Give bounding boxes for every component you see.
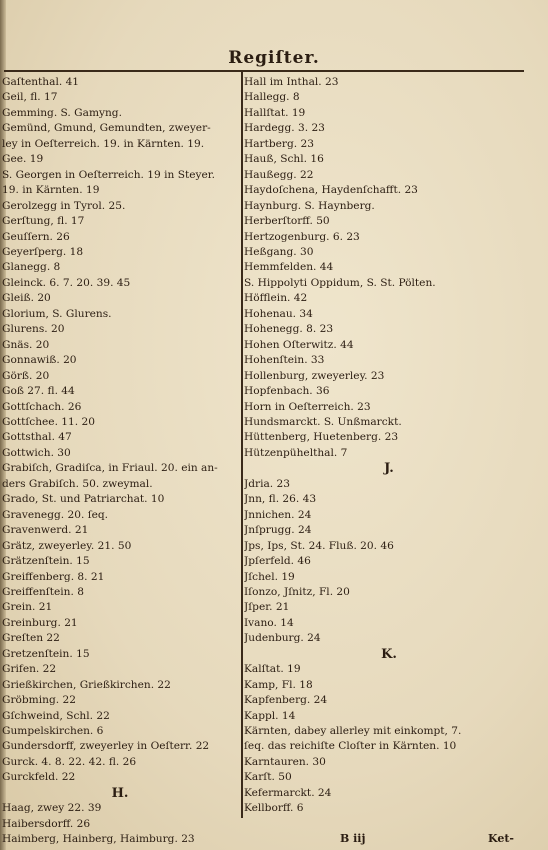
index-entry: Horn in Oeſterreich. 23 xyxy=(244,400,371,413)
index-entry: Gaſtenthal. 41 xyxy=(2,76,80,88)
index-entry: Gonnawiß. 20 xyxy=(2,354,77,367)
page-title: Regiſter. xyxy=(228,48,320,68)
index-entry: 19. in Kärnten. 19 xyxy=(2,184,100,197)
index-entry: Karſt. 50 xyxy=(244,771,292,784)
index-entry: Kapfenberg. 24 xyxy=(244,694,328,707)
index-entry: Geyerſperg. 18 xyxy=(2,245,84,258)
index-entry: Ivano. 14 xyxy=(244,616,294,629)
right-column xyxy=(244,75,534,817)
index-entry: Haydoſchena, Haydenſchafft. 23 xyxy=(244,184,418,197)
index-entry: Herberſtorff. 50 xyxy=(244,215,330,228)
index-entry: Grießkirchen, Grießkirchen. 22 xyxy=(2,678,171,691)
signature-mark: B iij xyxy=(340,832,366,845)
index-entry: Hundsmarckt. S. Unßmarckt. xyxy=(244,415,402,428)
index-entry: Gemünd, Gmund, Gemundten, zweyer- xyxy=(2,122,211,135)
index-entry: Haibersdorff. 26 xyxy=(2,817,91,830)
index-entry: Jſchel. 19 xyxy=(244,570,295,583)
index-entry: Gſchweind, Schl. 22 xyxy=(2,709,110,722)
catchword: Ket- xyxy=(488,832,514,845)
index-entry: Hauß, Schl. 16 xyxy=(244,153,324,166)
index-entry: Gottſchach. 26 xyxy=(2,400,82,413)
index-entry: Gravenegg. 20. ſeq. xyxy=(2,508,109,521)
index-entry: Hohenegg. 8. 23 xyxy=(244,323,334,336)
index-entry: Jnnichen. 24 xyxy=(244,508,312,521)
index-entry: Haußegg. 22 xyxy=(244,168,314,181)
index-entry: Iſonzo, Jſnitz, Fl. 20 xyxy=(244,585,350,598)
index-entry: Greiffenſtein. 8 xyxy=(2,585,84,598)
index-entry: Hohenſtein. 33 xyxy=(244,354,325,367)
index-entry: Hützenpühelthal. 7 xyxy=(244,446,348,459)
index-entry: Höfflein. 42 xyxy=(244,292,308,305)
index-entry: Jnſprugg. 24 xyxy=(244,524,312,537)
index-entry: Gottwich. 30 xyxy=(2,446,71,459)
index-entry: Hall im Inthal. 23 xyxy=(244,76,339,88)
index-entry: S. Hippolyti Oppidum, S. St. Pölten. xyxy=(244,276,436,289)
index-entry: Haimberg, Hainberg, Haimburg. 23 xyxy=(2,833,195,846)
index-entry: Jnn, fl. 26. 43 xyxy=(244,493,317,506)
index-entry: Greinburg. 21 xyxy=(2,616,78,629)
index-entry: Geuſſern. 26 xyxy=(2,230,70,243)
index-entry: Hollenburg, zweyerley. 23 xyxy=(244,369,385,382)
index-entry: ſeq. das reichiſte Cloſter in Kärnten. 10 xyxy=(244,740,457,753)
index-entry: Gravenwerd. 21 xyxy=(2,524,89,537)
index-entry: Görß. 20 xyxy=(2,369,50,382)
index-entry: Grado, St. und Patriarchat. 10 xyxy=(2,493,165,506)
index-entry: Hartberg. 23 xyxy=(244,137,314,150)
index-entry: Gleiß. 20 xyxy=(2,292,51,305)
index-entry: Hertzogenburg. 6. 23 xyxy=(244,230,360,243)
section-letter: H. xyxy=(111,785,129,801)
index-entry: ley in Oeſterreich. 19. in Kärnten. 19. xyxy=(2,137,205,150)
index-entry: Gumpelskirchen. 6 xyxy=(2,725,104,738)
index-entry: Glorium, S. Glurens. xyxy=(2,307,112,320)
index-entry: Haag, zwey 22. 39 xyxy=(2,802,102,815)
index-entry: Karntauren. 30 xyxy=(244,755,326,768)
index-entry: Greſten 22 xyxy=(2,632,60,645)
index-entry: Grabiſch, Gradiſca, in Friaul. 20. ein an- xyxy=(2,462,218,475)
index-entry: Gleinck. 6. 7. 20. 39. 45 xyxy=(2,276,131,289)
index-entry: Hallegg. 8 xyxy=(244,91,300,104)
index-entry: Hohenau. 34 xyxy=(244,307,313,320)
index-entry: Gottsthal. 47 xyxy=(2,431,72,444)
index-entry: Kefermarckt. 24 xyxy=(244,786,332,799)
index-entry: Glanegg. 8 xyxy=(2,261,61,274)
index-entry: Gurck. 4. 8. 22. 42. fl. 26 xyxy=(2,755,137,768)
index-entry: Gretzenſtein. 15 xyxy=(2,647,90,660)
index-entry: Gee. 19 xyxy=(2,153,44,166)
index-entry: Kamp, Fl. 18 xyxy=(244,678,313,691)
index-entry: Gerolzegg in Tyrol. 25. xyxy=(2,199,126,212)
index-entry: Greiffenberg. 8. 21 xyxy=(2,570,105,583)
index-entry: Haynburg. S. Haynberg. xyxy=(244,199,375,212)
index-entry: Jps, Ips, St. 24. Fluß. 20. 46 xyxy=(244,539,394,552)
index-entry: Grifen. 22 xyxy=(2,663,57,676)
index-entry: Gerſtung, fl. 17 xyxy=(2,215,85,228)
index-entry: Judenburg. 24 xyxy=(244,632,321,645)
index-entry: Grein. 21 xyxy=(2,601,53,614)
column-divider xyxy=(241,72,243,818)
index-entry: Kalſtat. 19 xyxy=(244,663,301,676)
index-entry: Kellborff. 6 xyxy=(244,802,304,815)
index-entry: Glurens. 20 xyxy=(2,323,65,336)
left-column xyxy=(2,75,238,848)
section-letter: J. xyxy=(384,461,394,477)
index-entry: Jſper. 21 xyxy=(244,601,290,614)
index-entry: Jdria. 23 xyxy=(244,477,291,490)
index-entry: S. Georgen in Oeſterreich. 19 in Steyer. xyxy=(2,168,216,181)
section-letter: K. xyxy=(381,646,397,662)
index-entry: Kappl. 14 xyxy=(244,709,296,722)
index-entry: Heßgang. 30 xyxy=(244,245,314,258)
index-entry: Geil, fl. 17 xyxy=(2,91,58,104)
index-entry: Gurckfeld. 22 xyxy=(2,771,76,784)
index-entry: Hopfenbach. 36 xyxy=(244,385,330,398)
index-entry: Hemmfelden. 44 xyxy=(244,261,334,274)
index-entry: Gundersdorff, zweyerley in Oeſterr. 22 xyxy=(2,740,210,753)
index-entry: Hardegg. 3. 23 xyxy=(244,122,325,135)
index-entry: Hüttenberg, Huetenberg. 23 xyxy=(244,431,399,444)
header-rule xyxy=(4,70,524,72)
index-entry: Kärnten, dabey allerley mit einkompt, 7. xyxy=(244,725,462,738)
index-entry: Jpſerfeld. 46 xyxy=(244,555,311,568)
index-entry: Gnäs. 20 xyxy=(2,338,50,351)
index-entry: Gröbming. 22 xyxy=(2,694,76,707)
index-entry: Gottſchee. 11. 20 xyxy=(2,415,96,428)
index-entry: Grätzenſtein. 15 xyxy=(2,555,90,568)
index-entry: Gemming. S. Gamyng. xyxy=(2,106,122,119)
index-entry: Hallſtat. 19 xyxy=(244,106,306,119)
index-entry: Goß 27. fl. 44 xyxy=(2,385,75,398)
index-entry: Hohen Oſterwitz. 44 xyxy=(244,338,354,351)
index-entry: ders Grabiſch. 50. zweymal. xyxy=(2,477,153,490)
index-entry: Grätz, zweyerley. 21. 50 xyxy=(2,539,132,552)
